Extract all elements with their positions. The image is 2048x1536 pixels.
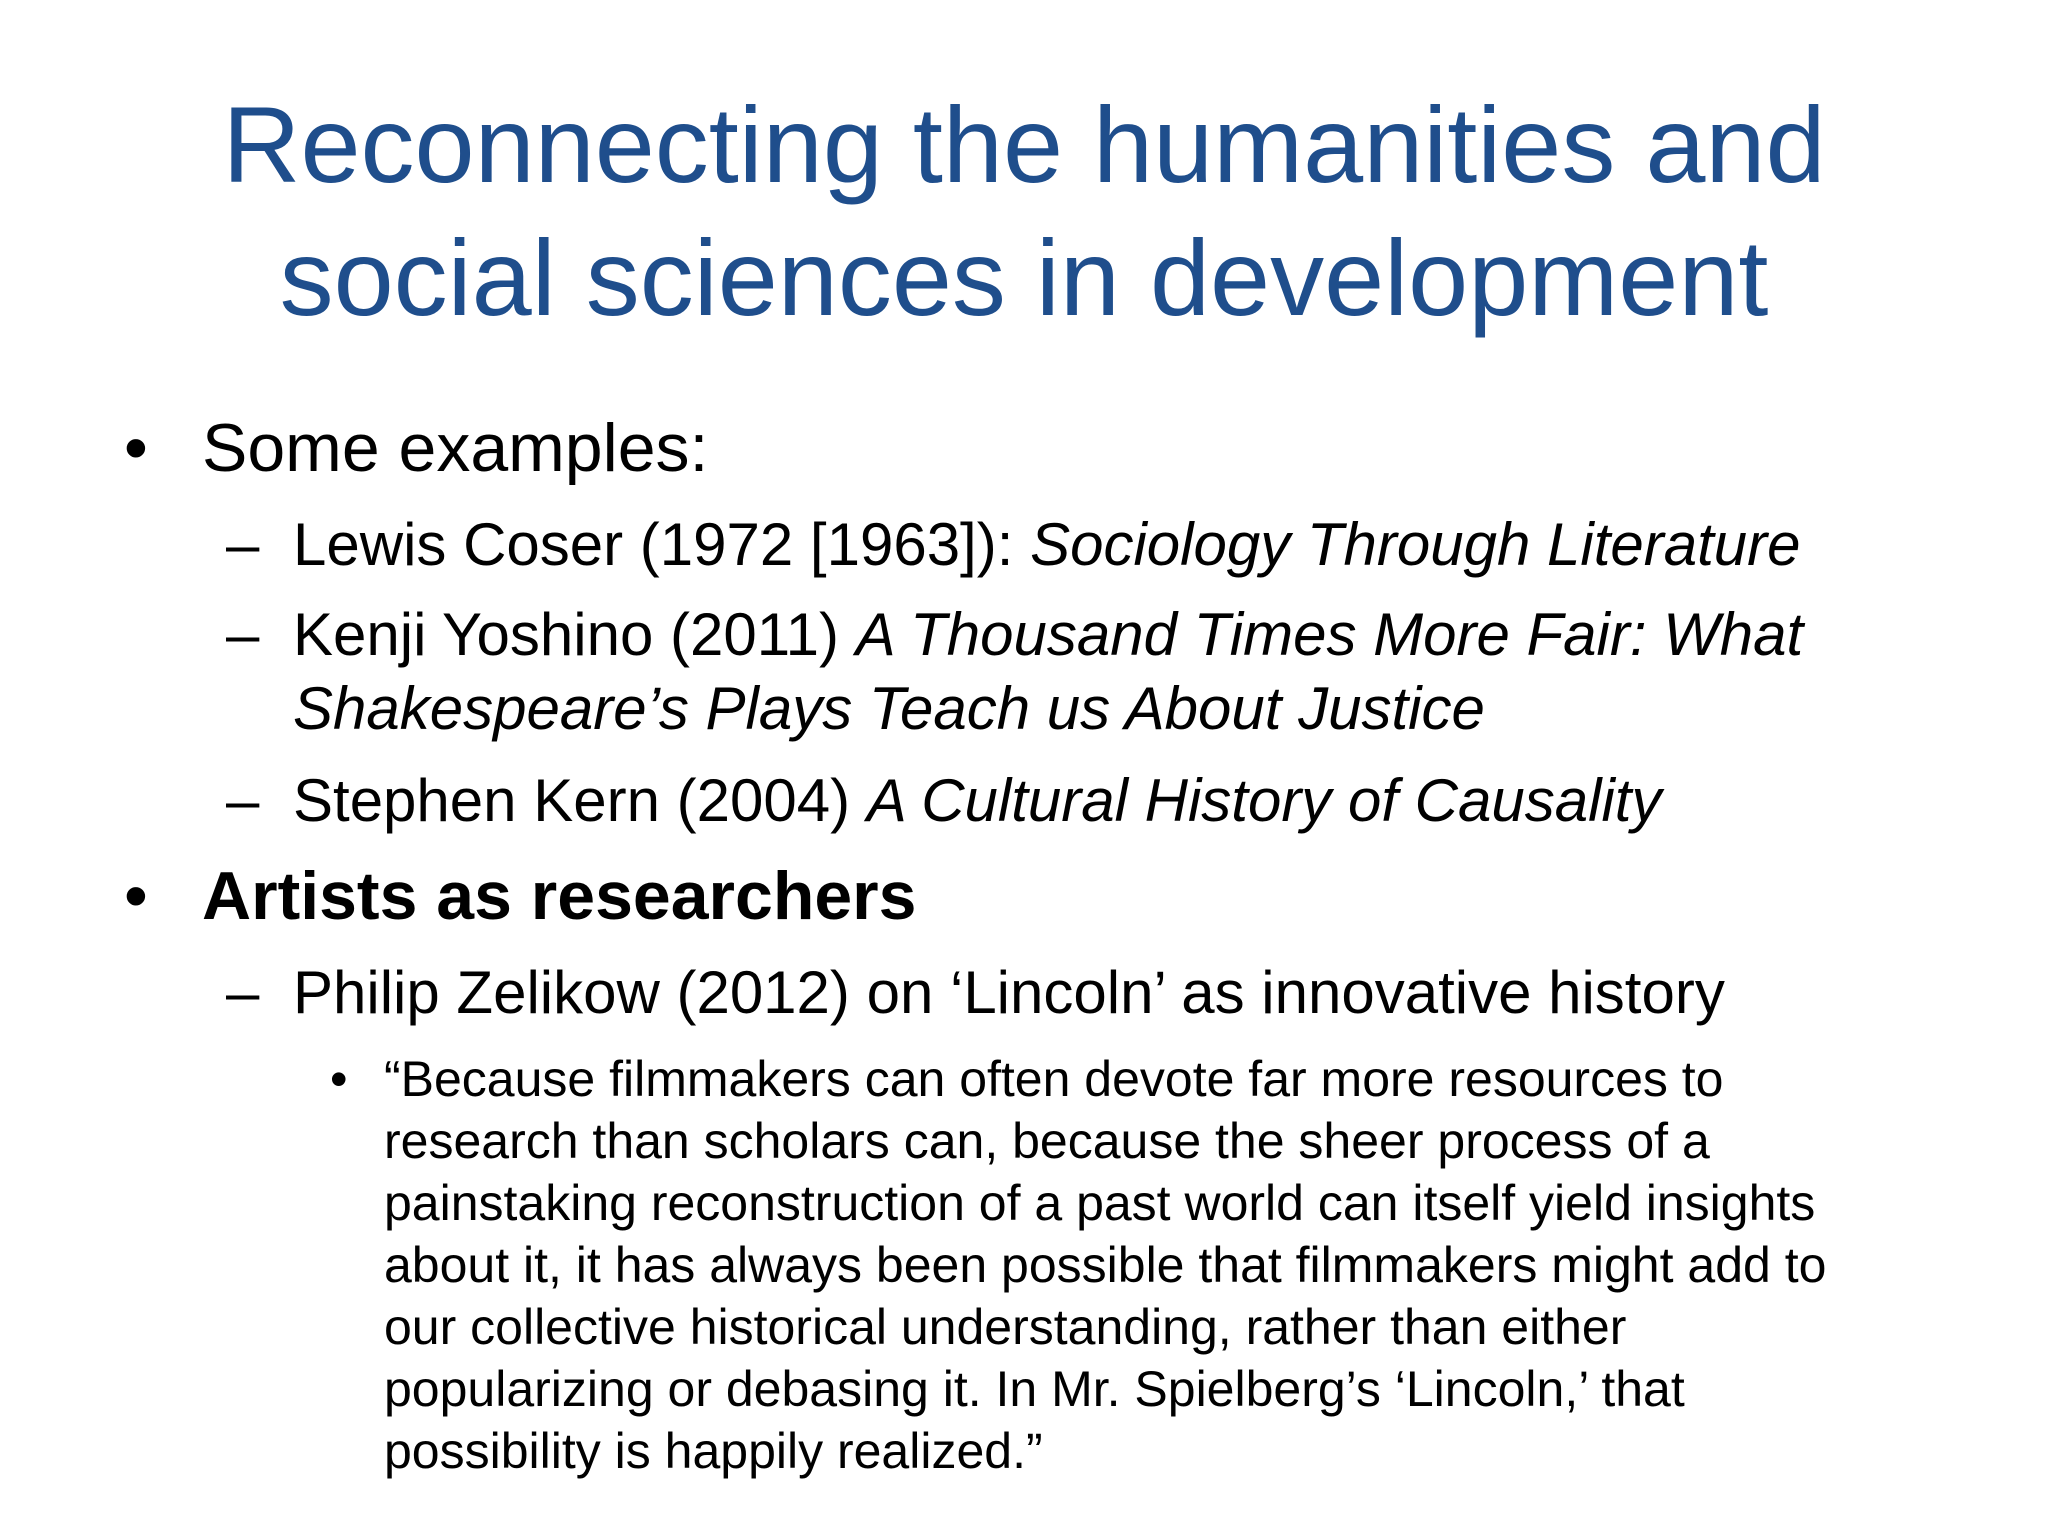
bullet-artists-as-researchers: Artists as researchers bbox=[202, 858, 917, 934]
example-coser-author: Lewis Coser (1972 [1963]): bbox=[293, 511, 1031, 578]
quote-line: research than scholars can, because the sheer process of a bbox=[384, 1113, 1710, 1169]
example-kern bbox=[293, 764, 1661, 838]
zelikow-quote bbox=[384, 1048, 1826, 1482]
slide-title bbox=[100, 78, 1948, 344]
dash-marker: – bbox=[226, 959, 260, 1026]
example-yoshino-work-line-2: Shakespeare’s Plays Teach us About Justice bbox=[293, 675, 1485, 742]
example-coser bbox=[293, 508, 1801, 582]
quote-line: popularizing or debasing it. In Mr. Spielberg’s ‘Lincoln,’ that bbox=[384, 1361, 1685, 1417]
example-yoshino-author: Kenji Yoshino (2011) bbox=[293, 601, 856, 668]
dash-marker: – bbox=[226, 511, 260, 578]
dash-marker: – bbox=[226, 767, 260, 834]
example-coser-work: Sociology Through Literature bbox=[1030, 511, 1801, 578]
bullet-marker: • bbox=[124, 858, 148, 934]
title-line-1: Reconnecting the humanities and bbox=[222, 84, 1826, 205]
example-yoshino bbox=[293, 598, 1803, 672]
quote-line: our collective historical understanding, rather than either bbox=[384, 1299, 1627, 1355]
example-yoshino-work-line-1: A Thousand Times More Fair: What bbox=[855, 601, 1804, 668]
example-zelikow: Philip Zelikow (2012) on ‘Lincoln’ as innovative history bbox=[293, 959, 1725, 1026]
example-kern-author: Stephen Kern (2004) bbox=[293, 767, 867, 834]
bullet-marker: • bbox=[124, 410, 148, 486]
quote-line: possibility is happily realized.” bbox=[384, 1423, 1043, 1479]
quote-line: “Because filmmakers can often devote far more resources to bbox=[384, 1051, 1724, 1107]
dash-marker: – bbox=[226, 601, 260, 668]
title-line-2: social sciences in development bbox=[279, 217, 1769, 338]
example-kern-work: A Cultural History of Causality bbox=[866, 767, 1662, 834]
bullet-some-examples: Some examples: bbox=[202, 410, 709, 486]
quote-line: painstaking reconstruction of a past world can itself yield insights bbox=[384, 1175, 1816, 1231]
sub-bullet-marker: • bbox=[330, 1051, 348, 1107]
quote-line: about it, it has always been possible that filmmakers might add to bbox=[384, 1237, 1827, 1293]
